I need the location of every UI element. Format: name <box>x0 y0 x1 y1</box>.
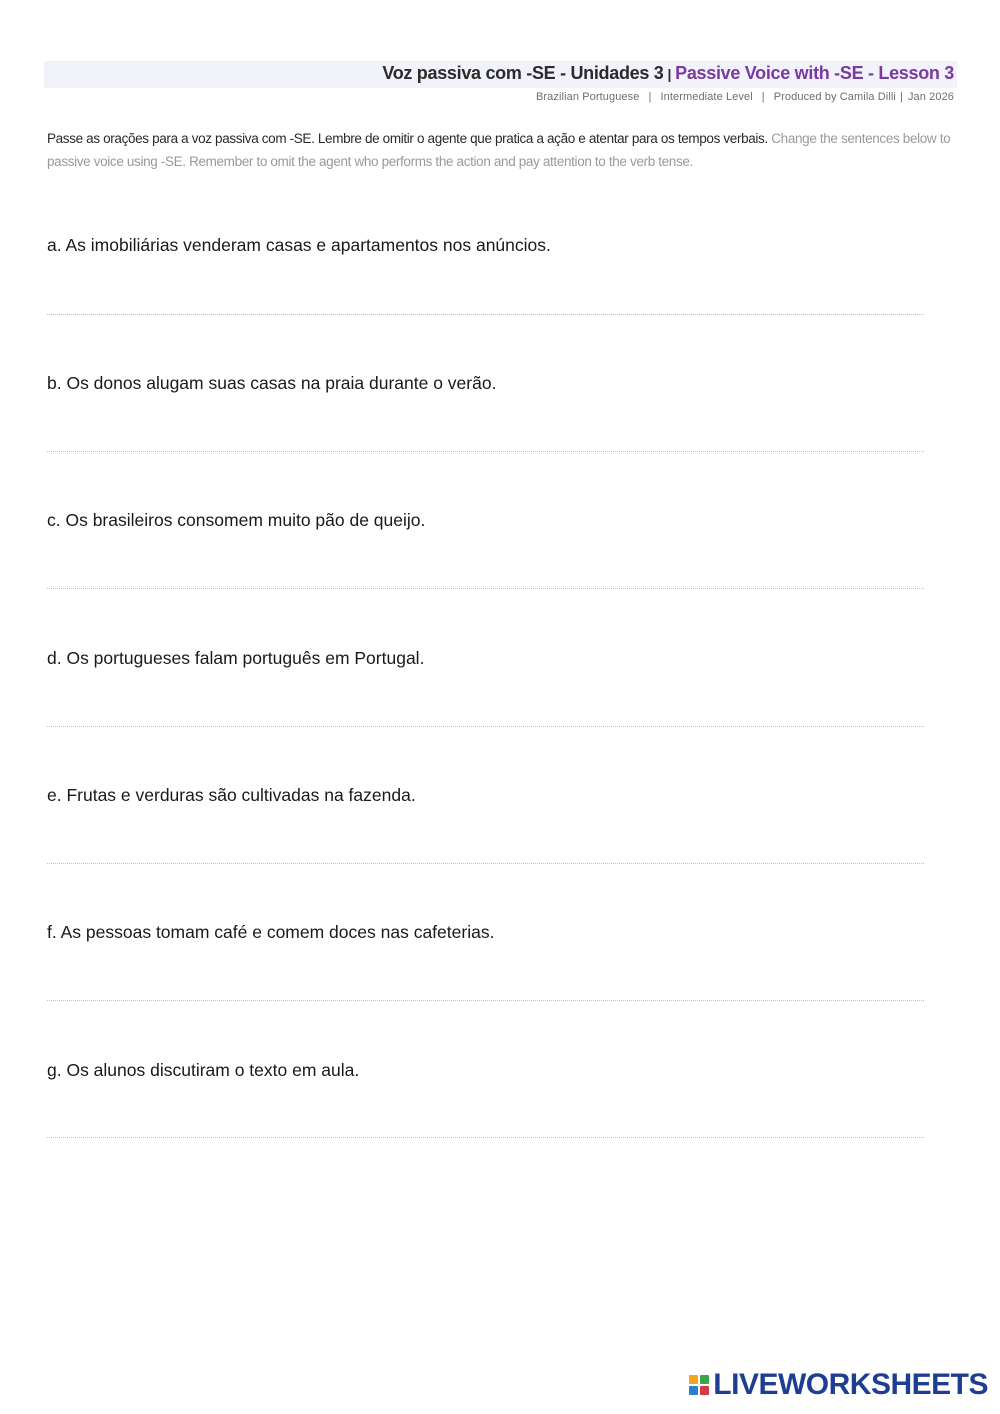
liveworksheets-logo <box>689 1368 988 1402</box>
question-f: f. As pessoas tomam café e comem doces nas cafeterias. <box>47 922 495 942</box>
answer-line-e[interactable] <box>47 863 924 864</box>
meta-separator: | <box>899 91 903 103</box>
meta-level: Intermediate Level <box>660 91 753 103</box>
question-a: a. As imobiliárias venderam casas e apartamentos nos anúncios. <box>47 235 551 255</box>
meta-separator: | <box>648 91 652 103</box>
question-d: d. Os portugueses falam português em Portugal. <box>47 648 425 668</box>
title-portuguese: Voz passiva com -SE - Unidades 3 <box>382 63 664 83</box>
meta-separator: | <box>761 91 765 103</box>
meta-date: Jan 2026 <box>907 91 954 103</box>
logo-square <box>700 1386 709 1395</box>
answer-line-b[interactable] <box>47 451 924 452</box>
logo-square <box>689 1386 698 1395</box>
title-separator: | <box>667 66 672 82</box>
answer-line-c[interactable] <box>47 588 924 589</box>
meta-author: Produced by Camila Dilli <box>773 91 896 103</box>
instructions-portuguese: Passe as orações para a voz passiva com -SE. Lembre de omitir o agente que pratica a ação e atentar para os tempos verbais. <box>47 131 768 146</box>
title-english: Passive Voice with -SE - Lesson 3 <box>675 63 954 83</box>
meta-language: Brazilian Portuguese <box>535 91 640 103</box>
logo-text: LIVEWORKSHEETS <box>713 1368 988 1401</box>
answer-line-f[interactable] <box>47 1000 924 1001</box>
answer-line-d[interactable] <box>47 726 924 727</box>
question-g: g. Os alunos discutiram o texto em aula. <box>47 1060 360 1080</box>
worksheet-title <box>382 63 954 84</box>
question-e: e. Frutas e verduras são cultivadas na fazenda. <box>47 785 416 805</box>
instructions-english: Change the sentences below to passive voice using -SE. Remember to omit the agent who performs the action and pay attention to the verb tense. <box>47 131 951 169</box>
liveworksheets-logo-icon <box>689 1375 709 1395</box>
worksheet-meta <box>536 91 954 103</box>
instructions <box>47 127 957 173</box>
question-b: b. Os donos alugam suas casas na praia durante o verão. <box>47 373 497 393</box>
logo-square <box>700 1375 709 1384</box>
answer-line-g[interactable] <box>47 1137 924 1138</box>
logo-square <box>689 1375 698 1384</box>
question-c: c. Os brasileiros consomem muito pão de queijo. <box>47 510 426 530</box>
answer-line-a[interactable] <box>47 314 924 315</box>
